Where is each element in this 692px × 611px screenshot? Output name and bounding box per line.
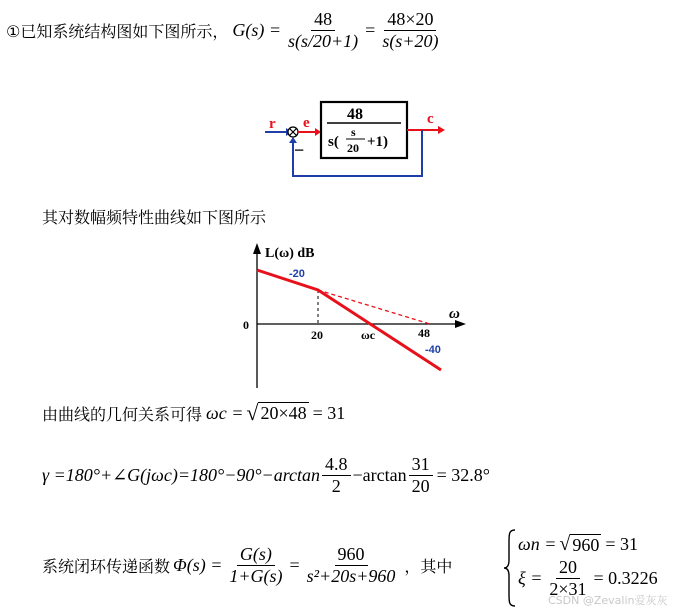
asymptote-extension <box>318 290 430 324</box>
tf-inner-num: s <box>351 125 356 139</box>
cl-equals: = <box>289 555 300 576</box>
line-omega-n <box>518 533 638 556</box>
phase-part1: γ =180°+∠G(jωc)=180°−90°−arctan <box>42 465 321 486</box>
xi-result: = 0.3226 <box>593 568 658 589</box>
sqrt-sign: √ <box>246 400 259 425</box>
wn-result: = 31 <box>605 534 638 554</box>
cl-fraction-1 <box>226 545 285 587</box>
line-phase-margin <box>42 455 490 497</box>
tick-20: 20 <box>311 328 323 342</box>
equals: = <box>365 20 376 41</box>
closed-loop-text: 系统闭环传递函数 <box>42 557 171 577</box>
crossover-text: 由曲线的几何关系可得 <box>42 404 203 424</box>
fraction-2 <box>379 10 441 52</box>
line-crossover <box>42 400 345 426</box>
wn-lhs: ωn = <box>518 534 557 554</box>
zero-label: 0 <box>243 318 249 332</box>
wn-radicand: 960 <box>572 534 600 555</box>
phase-f2-num: 31 <box>409 455 433 476</box>
cl-f2-num: 960 <box>335 545 368 566</box>
phase-fraction-2 <box>409 455 433 497</box>
omega-c-label: ωc <box>361 328 376 342</box>
xi-num: 20 <box>556 558 580 579</box>
line-transfer-function <box>6 10 445 52</box>
y-axis-arrow <box>253 243 261 254</box>
frac2-num: 48×20 <box>384 10 436 31</box>
error-label: e <box>303 115 310 131</box>
magnitude-curve <box>257 270 441 370</box>
tf-numerator: 48 <box>347 106 363 123</box>
phase-mid: −arctan <box>352 465 407 486</box>
crossover-result: = 31 <box>312 402 346 423</box>
intro-text: ①已知系统结构图如下图所示， <box>6 22 229 42</box>
omega-c-symbol: ωc = <box>206 402 244 423</box>
minus-sign: − <box>294 140 305 160</box>
phase-f1-den: 2 <box>331 475 341 496</box>
output-label: c <box>427 111 434 127</box>
cl-f1-num: G(s) <box>237 545 275 566</box>
cl-f1-den: 1+G(s) <box>229 565 283 586</box>
output-arrowhead <box>438 126 445 134</box>
phi-lhs: Φ(s) = <box>173 555 223 576</box>
tf-den-suffix: +1) <box>367 134 389 150</box>
bode-caption: 其对数幅频特性曲线如下图所示 <box>42 208 267 227</box>
brace-path <box>504 530 515 606</box>
phase-f1-num: 4.8 <box>322 455 351 476</box>
x-axis-label: ω <box>449 306 460 322</box>
g-lhs: G(s) = <box>232 20 281 41</box>
frac1-den: s(s/20+1) <box>288 30 359 51</box>
tick-48: 48 <box>418 326 430 340</box>
frac2-den: s(s+20) <box>382 30 439 51</box>
phase-result: = 32.8° <box>436 465 490 486</box>
wn-sqrt-sign: √ <box>559 533 571 555</box>
frac1-num: 48 <box>311 10 335 31</box>
y-axis-label: L(ω) dB <box>265 246 315 261</box>
fraction-1 <box>285 10 361 52</box>
slope-40-label: -40 <box>425 344 441 356</box>
input-label: r <box>269 116 276 132</box>
crossover-radicand: 20×48 <box>260 403 307 423</box>
system-brace <box>503 528 517 608</box>
bode-plot <box>235 238 475 390</box>
tf-inner-den: 20 <box>347 141 359 155</box>
slope-20-label: -20 <box>289 268 305 280</box>
watermark: CSDN @Zevalin爱灰灰 <box>548 594 668 607</box>
block-diagram <box>255 92 455 182</box>
phase-f2-den: 20 <box>411 475 430 496</box>
xi-lhs: ξ = <box>518 568 543 589</box>
tf-den-prefix: s( <box>328 134 339 150</box>
cl-fraction-2 <box>304 545 399 587</box>
phase-fraction-1 <box>322 455 351 497</box>
line-closed-loop <box>42 545 452 587</box>
where-text: ，其中 <box>404 557 453 577</box>
xi-den: 2×31 <box>549 578 587 599</box>
cl-f2-den: s²+20s+960 <box>306 565 396 586</box>
